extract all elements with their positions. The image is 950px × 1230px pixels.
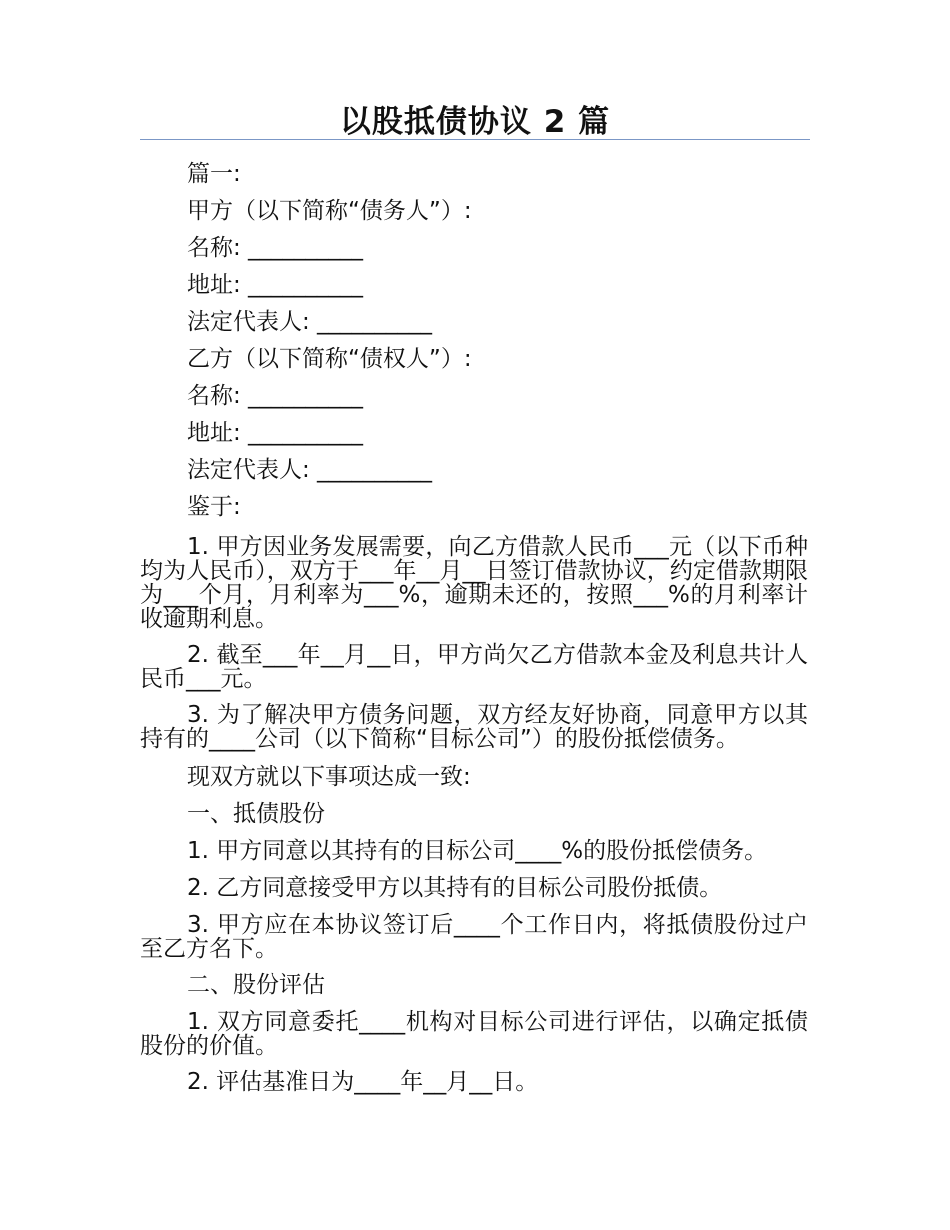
agreement-intro: 现双方就以下事项达成一致:: [187, 764, 471, 790]
section-1-item-2: 2. 乙方同意接受甲方以其持有的目标公司股份抵债。: [187, 875, 723, 901]
party-a-representative-field: 法定代表人: __________: [187, 309, 433, 335]
party-b-address-field: 地址: __________: [187, 420, 364, 446]
recital-3: 3. 为了解决甲方债务问题，双方经友好协商，同意甲方以其持有的____公司（以下简称“目标公司”）的股份抵偿债务。: [140, 702, 808, 752]
party-a-heading: 甲方（以下简称“债务人”）:: [187, 198, 472, 224]
title-divider: [140, 139, 810, 140]
party-b-representative-field: 法定代表人: __________: [187, 457, 433, 483]
recital-1: 1. 甲方因业务发展需要，向乙方借款人民币___元（以下币种均为人民币），双方于___年__月__日签订借款协议，约定借款期限为___个月，月利率为___%，逾期未还的，按照___%的月利率计收逾期利息。: [140, 534, 808, 632]
document-body: [140, 156, 808, 1101]
section-2-item-1: 1. 双方同意委托____机构对目标公司进行评估，以确定抵债股份的价值。: [140, 1009, 808, 1059]
section-2-item-2: 2. 评估基准日为____年__月__日。: [187, 1069, 539, 1095]
party-a-name-field: 名称: __________: [187, 235, 364, 261]
document-title: 以股抵债协议 2 篇: [339, 104, 611, 140]
section-1-item-1: 1. 甲方同意以其持有的目标公司____%的股份抵偿债务。: [187, 838, 768, 864]
section-1-item-3: 3. 甲方应在本协议签订后____个工作日内，将抵债股份过户至乙方名下。: [140, 912, 808, 962]
section-2-heading: 二、股份评估: [187, 972, 325, 998]
party-b-heading: 乙方（以下简称“债权人”）:: [187, 346, 472, 372]
recital-2: 2. 截至___年__月__日，甲方尚欠乙方借款本金及利息共计人民币___元。: [140, 642, 808, 692]
party-a-address-field: 地址: __________: [187, 272, 364, 298]
party-b-name-field: 名称: __________: [187, 383, 364, 409]
section-1-heading: 一、抵债股份: [187, 801, 325, 827]
whereas-heading: 鉴于:: [187, 494, 241, 520]
part-label: 篇一:: [187, 161, 241, 187]
